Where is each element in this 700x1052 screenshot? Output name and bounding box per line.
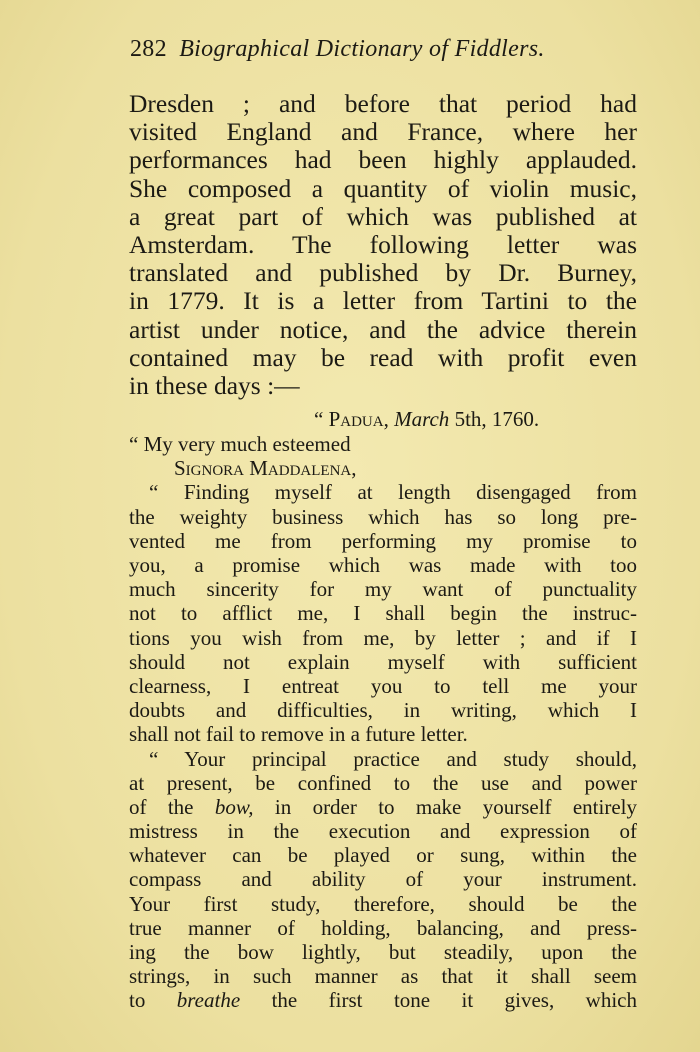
salutation-line: “ My very much esteemed — [129, 432, 351, 457]
text-fragment: to — [129, 988, 146, 1013]
running-header — [130, 36, 545, 63]
text-line: clearness, I entreat you to tell me your — [129, 673, 637, 698]
dateline-month: March — [394, 407, 450, 432]
text-line: true manner of holding, balancing, and press- — [129, 915, 637, 940]
letter-paragraph-2 — [129, 747, 637, 1013]
emphasis-breathe: breathe — [176, 988, 241, 1013]
text-line: not to afflict me, I shall begin the instruc- — [129, 601, 637, 626]
text-line: Amsterdam. The following letter was — [129, 229, 637, 259]
dateline-date: 5th, 1760. — [454, 407, 540, 432]
text-fragment: in order to make yourself entirely — [274, 794, 638, 819]
text-line: “ Your principal practice and study should, — [149, 746, 637, 771]
text-line: visited England and France, where her — [129, 117, 637, 147]
text-line: compass and ability of your instrument. — [129, 867, 637, 892]
text-fragment: of the — [129, 794, 194, 819]
letter — [129, 406, 637, 1013]
text-line: Your first study, therefore, should be the — [129, 891, 637, 916]
text-line: you, a promise which was made with too — [129, 553, 637, 577]
text-line: “ Finding myself at length disengaged from — [149, 480, 637, 505]
text-line: She composed a quantity of violin music, — [129, 173, 637, 203]
text-line: ing the bow lightly, but steadily, upon the — [129, 940, 637, 964]
emphasis-bow: bow, — [214, 794, 254, 819]
text-line-with-emphasis — [129, 988, 637, 1012]
letter-dateline — [129, 406, 637, 432]
text-line: performances had been highly applauded. — [129, 145, 637, 175]
running-title: Biographical Dictionary of Fiddlers. — [179, 36, 545, 62]
text-fragment: the first tone it gives, which — [271, 988, 637, 1013]
text-line: mistress in the execution and expression of — [129, 819, 637, 844]
text-line: whatever can be played or sung, within the — [129, 843, 637, 868]
text-line: a great part of which was published at — [129, 201, 637, 231]
text-line: doubts and difficulties, in writing, which I — [129, 698, 637, 723]
text-line: tions you wish from me, by letter ; and if I — [129, 625, 637, 650]
text-line: in these days :— — [129, 370, 300, 400]
text-line: at present, be confined to the use and power — [129, 770, 637, 795]
intro-paragraph — [129, 90, 637, 400]
text-line: artist under notice, and the advice therein — [129, 314, 637, 344]
salutation-name: Signora Maddalena, — [174, 456, 357, 481]
text-line-with-emphasis — [129, 795, 637, 819]
text-line: translated and published by Dr. Burney, — [129, 258, 637, 288]
text-line: much sincerity for my want of punctuality — [129, 577, 637, 602]
page-body — [129, 90, 637, 1013]
text-line: the weighty business which has so long pre- — [129, 504, 637, 529]
text-line: contained may be read with profit even — [129, 342, 637, 372]
text-line: Dresden ; and before that period had — [129, 89, 637, 118]
text-line: shall not fail to remove in a future letter. — [129, 722, 468, 747]
text-line: in 1779. It is a letter from Tartini to the — [129, 286, 637, 316]
letter-paragraph-1 — [129, 480, 637, 746]
page-number: 282 — [130, 36, 167, 62]
text-line: strings, in such manner as that it shall seem — [129, 964, 637, 989]
dateline-place: “ Padua, — [314, 407, 389, 432]
text-line: vented me from performing my promise to — [129, 528, 637, 553]
text-line: should not explain myself with sufficient — [129, 649, 637, 674]
